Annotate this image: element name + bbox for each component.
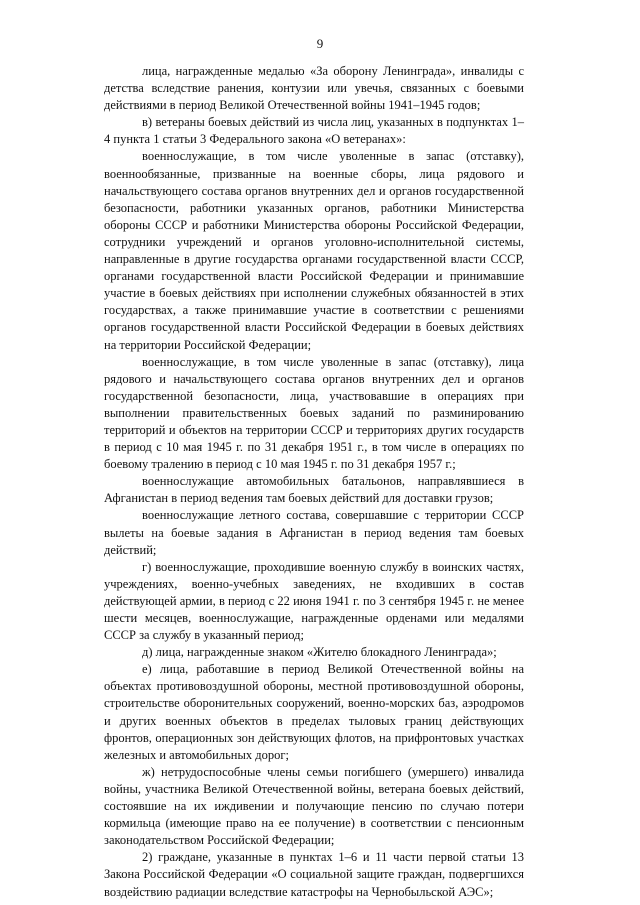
paragraph-item-d: д) лица, награжденные знаком «Жителю блокадного Ленинграда»;: [142, 645, 497, 660]
page-number: 9: [316, 36, 324, 51]
paragraph-item-e: е) лица, работавшие в период Великой Отечественной войны на объектах противовоздушной обороны, местной противовоздушной обороны, строительстве оборонительных сооружений, военно-морских баз, аэродромов и других военных объектов в пределах тыловых границ действующих фронтов, операционных зон действующих флотов, на прифронтовых участках железных и автомобильных дорог;: [104, 662, 524, 762]
paragraph-item-g: г) военнослужащие, проходившие военную службу в воинских частях, учреждениях, военно-учебных заведениях, не входивших в состав действующей армии, в период с 22 июня 1941 г. по 3 сентября 1945 г. не менее шести месяцев, военнослужащие, награжденные орденами или медалями СССР за службу в указанный период;: [104, 559, 524, 643]
paragraph-item-2: 2) граждане, указанные в пунктах 1–6 и 11 части первой статьи 13 Закона Российской Федерации «О социальной защите граждан, подвергшихся воздействию радиации вследствие катастрофы на Чернобыльской АЭС»;: [104, 850, 524, 899]
paragraph-demining: военнослужащие, в том числе уволенные в запас (отставку), лица рядового и начальствующего состава органов внутренних дел и органов государственной безопасности, лица, участвовавшие в операциях при выполнении правительственных боевых заданий по разминированию территорий и объектов на территории СССР и территориях других государств в период с 10 мая 1945 г. по 31 декабря 1951 г., в том числе в операциях по боевому тралению в период с 10 мая 1945 г. по 31 декабря 1957 г.;: [104, 354, 524, 472]
paragraph-flight-crew: военнослужащие летного состава, совершавшие с территории СССР вылеты на боевые задания в Афганистан в период ведения там боевых действий;: [104, 508, 524, 557]
paragraph-continuation: лица, награжденные медалью «За оборону Ленинграда», инвалиды с детства вследствие ранения, контузии или увечья, связанных с боевыми действиями в период Великой Отечественной войны 1941–1945 годов;: [104, 64, 524, 113]
document-body: [104, 63, 524, 901]
paragraph-item-v: в) ветераны боевых действий из числа лиц, указанных в подпунктах 1–4 пункта 1 статьи 3 Федерального закона «О ветеранах»:: [104, 115, 524, 147]
paragraph-item-zh: ж) нетрудоспособные члены семьи погибшего (умершего) инвалида войны, участника Великой Отечественной войны, ветерана боевых действий, состоявшие на их иждивении и получающие пенсию по случаю потери кормильца (имеющие право на ее получение) в соответствии с пенсионным законодательством Российской Федерации;: [104, 764, 524, 848]
paragraph-auto-battalions: военнослужащие автомобильных батальонов, направлявшиеся в Афганистан в период ведения там боевых действий для доставки грузов;: [104, 474, 524, 506]
paragraph-servicemen-abroad: военнослужащие, в том числе уволенные в запас (отставку), военнообязанные, призванные на военные сборы, лица рядового и начальствующего состава органов внутренних дел и органов государственной безопасности, работники указанных органов, работники Министерства обороны СССР и работники Министерства обороны Российской Федерации, сотрудники учреждений и органов уголовно-исполнительной системы, направленные в другие государства органами государственной власти СССР, органами государственной власти Российской Федерации и принимавшие участие в боевых действиях при исполнении служебных обязанностей в этих государствах, а также принимавшие участие в соответствии с решениями органов государственной власти Российской Федерации в боевых действиях на территории Российской Федерации;: [104, 149, 524, 352]
